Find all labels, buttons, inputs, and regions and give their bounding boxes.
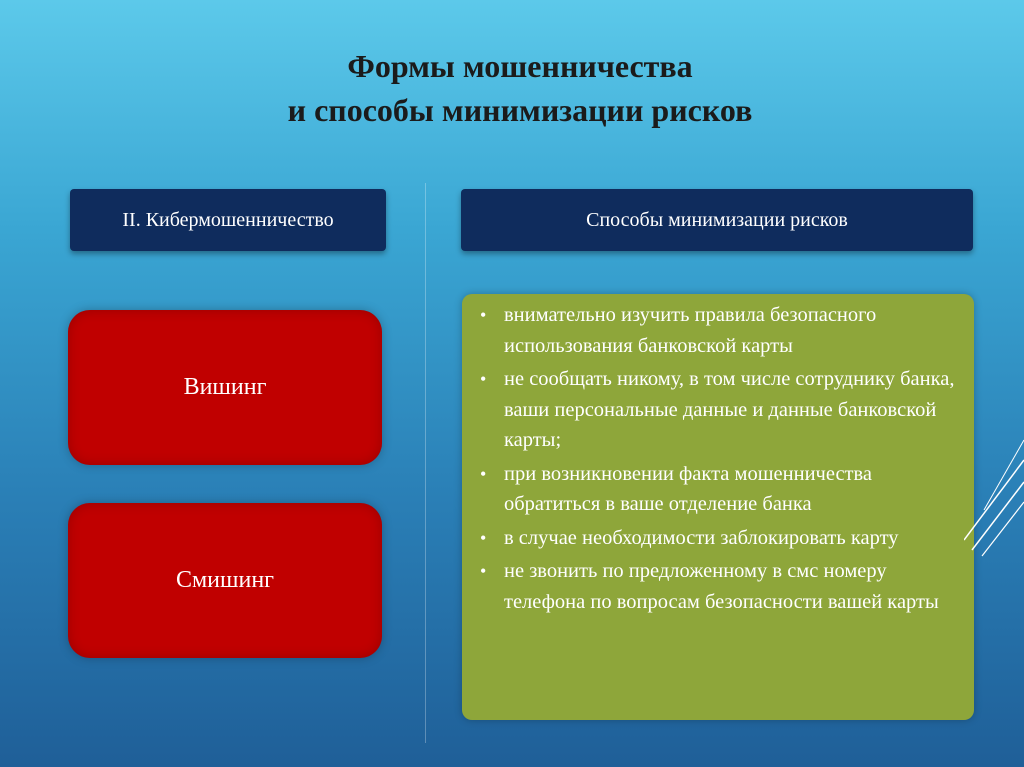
- risk-measures-panel: [462, 294, 974, 720]
- list-item: [474, 523, 966, 554]
- measure-text: в случае необходимости заблокировать карту: [504, 526, 899, 549]
- list-item: [474, 300, 966, 361]
- fraud-type-vishing: Вишинг: [68, 310, 382, 465]
- column-divider: [425, 183, 426, 743]
- bullet-icon: •: [480, 561, 487, 581]
- title-line-2: и способы минимизации рисков: [287, 92, 753, 128]
- bullet-icon: •: [480, 305, 487, 325]
- measure-text: внимательно изучить правила безопасного использования банковской карты: [504, 304, 877, 357]
- measure-text: при возникновении факта мошенничества обратиться в ваше отделение банка: [504, 462, 873, 515]
- title-line-1: Формы мошенничества: [347, 48, 693, 84]
- measures-list: [474, 300, 966, 617]
- list-item: [474, 459, 966, 520]
- fraud-type-smishing: Смишинг: [68, 503, 382, 658]
- bullet-icon: •: [480, 369, 487, 389]
- measure-text: не звонить по предложенному в смс номеру телефона по вопросам безопасности вашей карты: [504, 560, 939, 613]
- decorative-lines-icon: [964, 420, 1024, 560]
- bullet-icon: •: [480, 463, 487, 484]
- right-column-header: Способы минимизации рисков: [461, 189, 973, 251]
- list-item: [474, 556, 966, 617]
- slide-title: [150, 44, 890, 132]
- list-item: [474, 364, 966, 456]
- measure-text: не сообщать никому, в том числе сотруднику банка, ваши персональные данные и данные банковской карты;: [504, 368, 955, 451]
- bullet-icon: •: [480, 527, 487, 548]
- left-column-header: II. Кибермошенничество: [70, 189, 386, 251]
